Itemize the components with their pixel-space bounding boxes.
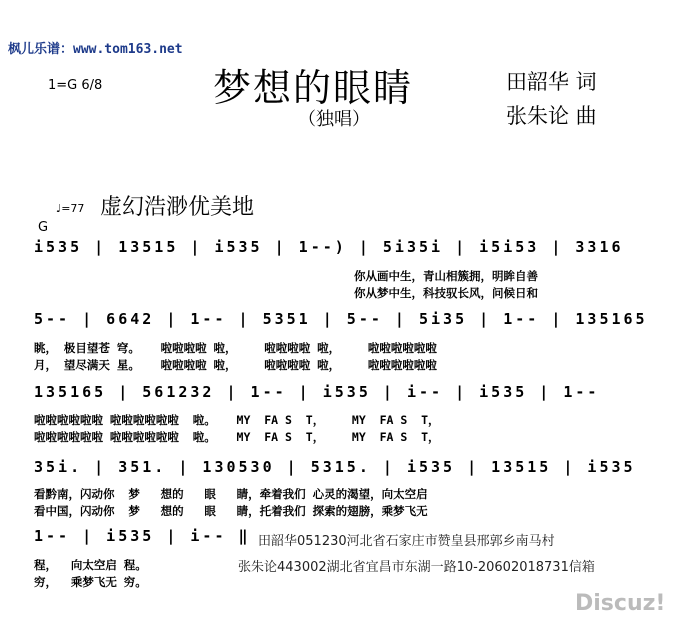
score-row-2-lyric-2: 月， 望尽满天 星。 啦啦啦啦 啦， 啦啦啦啦 啦， 啦啦啦啦啦啦 [34,358,437,372]
score-row-2-lyric-1: 眺， 极目望苍 穹。 啦啦啦啦 啦， 啦啦啦啦 啦， 啦啦啦啦啦啦 [34,341,437,355]
song-subtitle: （独唱） [298,109,370,130]
score-row-5-lyric-2: 穷， 乘梦飞无 穷。 [34,575,147,589]
composer-address: 张朱论443002湖北省宜昌市东湖一路10-20602018731信箱 [238,560,595,575]
score-row-1-notes: i535 | 13515 | i535 | 1--) | 5i35i | i5i53 | 3316 [34,238,624,256]
score-row-5-notes: 1-- | i535 | i-- ‖ [34,527,251,545]
tempo-mark: ♩=77 [56,202,85,215]
score-row-3-lyric-1: 啦啦啦啦啦啦 啦啦啦啦啦啦 啦。 MY FA S T， MY FA S T， [34,413,440,427]
lyricist-credit: 田韶华 词 [506,70,597,94]
score-row-1-lyric-1: 你从画中生，青山相簇拥，明眸自善 [354,269,538,283]
expression-mark: 虚幻浩渺优美地 [100,195,255,220]
score-row-5-lyric-1: 程， 向太空启 程。 [34,558,147,572]
song-title: 梦想的眼睛 [213,66,414,110]
composer-credit: 张朱论 曲 [506,104,597,128]
score-row-3-notes: 135165 | 561232 | 1-- | i535 | i-- | i535 | 1-- [34,383,600,401]
score-row-4-lyric-2: 看中国，闪动你 梦 想的 眼 睛，托着我们 探索的翅膀，乘梦飞无 [34,504,428,518]
score-row-4-lyric-1: 看黔南，闪动你 梦 想的 眼 睛，牵着我们 心灵的渴望，向太空启 [34,487,428,501]
score-row-1-lyric-2: 你从梦中生，科技驭长风，问候日和 [354,286,538,300]
score-row-4-notes: 35i. | 351. | 130530 | 5315. | i535 | 13515 | i535 [34,458,636,476]
lyricist-address: 田韶华051230河北省石家庄市赞皇县邢郭乡南马村 [258,534,555,549]
key-signature: 1=G 6/8 [48,78,103,93]
site-url: 枫儿乐谱：www.tom163.net [8,42,183,57]
score-row-2-notes: 5-- | 6642 | 1-- | 5351 | 5-- | 5i35 | 1-- | 135165 [34,310,648,328]
watermark: Discuz! [575,591,666,616]
chord-symbol: G [38,220,49,235]
score-row-3-lyric-2: 啦啦啦啦啦啦 啦啦啦啦啦啦 啦。 MY FA S T， MY FA S T， [34,430,440,444]
